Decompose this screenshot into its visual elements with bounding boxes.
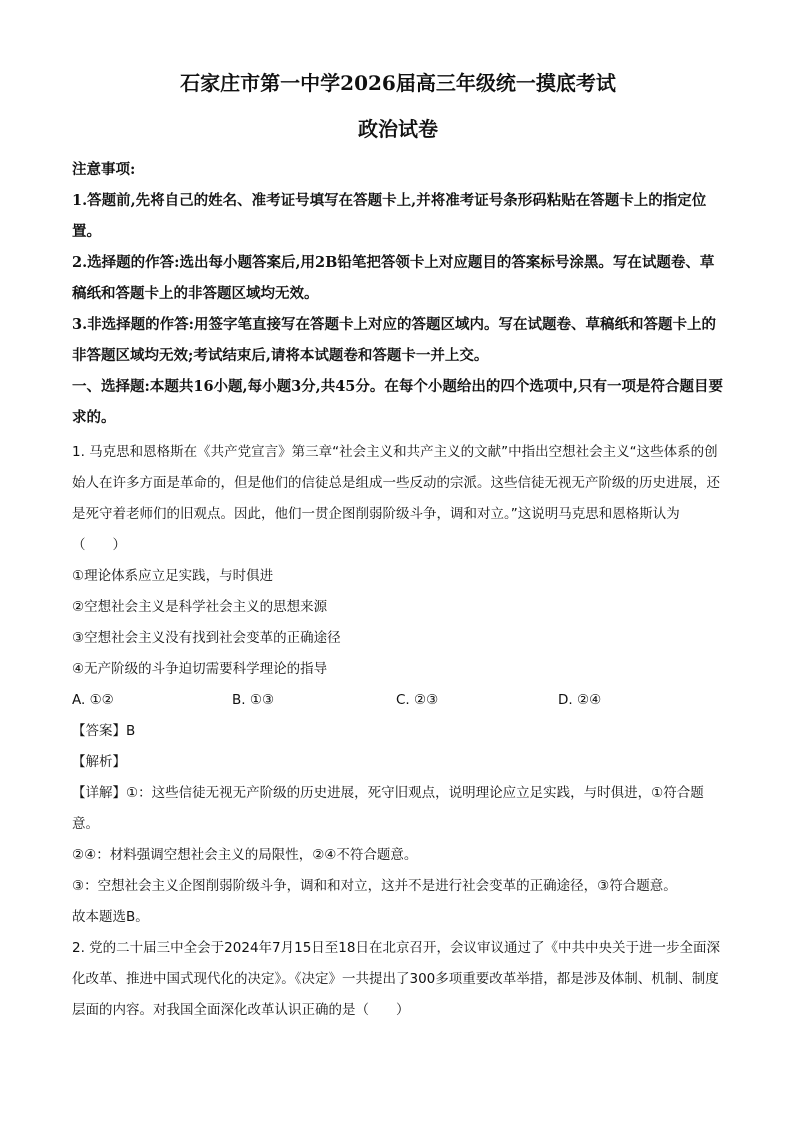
notice-item-1: 1.答题前,先将自己的姓名、准考证号填写在答题卡上,并将准考证号条形码粘贴在答题卡上的指定位置。 <box>72 192 707 240</box>
answer-value: B <box>126 723 136 739</box>
exam-title: 石家庄市第一中学2026届高三年级统一摸底考试 <box>180 71 616 95</box>
question-1-statement-2: ②空想社会主义是科学社会主义的思想来源 <box>72 599 328 615</box>
question-1-statement-4: ④无产阶级的斗争迫切需要科学理论的指导 <box>72 661 328 677</box>
detail-tag: 【详解】 <box>72 785 126 801</box>
analysis-2: ②④：材料强调空想社会主义的局限性，②④不符合题意。 <box>72 847 418 863</box>
answer-line <box>72 716 724 747</box>
option-d: D. ②④ <box>558 692 602 708</box>
analysis-1 <box>72 778 724 840</box>
question-1-options <box>72 685 724 716</box>
question-1-statement-1: ①理论体系应立足实践，与时俱进 <box>72 568 274 584</box>
option-c: C. ②③ <box>396 692 439 708</box>
section-title: 一、选择题:本题共16小题,每小题3分,共45分。在每个小题给出的四个选项中,只有一项是符合题目要求的。 <box>72 378 723 426</box>
analysis-tag: 【解析】 <box>72 754 126 770</box>
notice-item-3: 3.非选择题的作答:用签字笔直接写在答题卡上对应的答题区域内。写在试题卷、草稿纸和答题卡上的非答题区域均无效;考试结束后,请将本试题卷和答题卡一并上交。 <box>72 316 716 364</box>
exam-page <box>72 70 724 1026</box>
question-1-statement-3: ③空想社会主义没有找到社会变革的正确途径 <box>72 630 341 646</box>
answer-tag: 【答案】 <box>72 723 126 739</box>
analysis-1-text: ①：这些信徒无视无产阶级的历史进展，死守旧观点，说明理论应立足实践，与时俱进，①符合题意。 <box>72 785 704 832</box>
analysis-4: 故本题选B。 <box>72 909 149 925</box>
notice-item-2: 2.选择题的作答:选出每小题答案后,用2B铅笔把答领卡上对应题目的答案标号涂黑。写在试题卷、草稿纸和答题卡上的非答题区域均无效。 <box>72 254 715 302</box>
question-2-stem: 2. 党的二十届三中全会于2024年7月15日至18日在北京召开，会议审议通过了《中共中央关于进一步全面深化改革、推进中国式现代化的决定》。《决定》一共提出了300多项重要改革举措，都是涉及体制、机制、制度层面的内容。对我国全面深化改革认识正确的是（ ） <box>72 940 720 1018</box>
option-b: B. ①③ <box>232 692 275 708</box>
exam-subtitle: 政治试卷 <box>358 117 438 141</box>
notice-heading: 注意事项: <box>72 161 136 178</box>
option-a: A. ①② <box>72 692 114 708</box>
analysis-3: ③：空想社会主义企图削弱阶级斗争，调和和对立，这并不是进行社会变革的正确途径，③符合题意。 <box>72 878 677 894</box>
question-1-stem: 1. 马克思和恩格斯在《共产党宣言》第三章“社会主义和共产主义的文献”中指出空想社会主义“这些体系的创始人在许多方面是革命的，但是他们的信徒总是组成一些反动的宗派。这些信徒无视无产阶级的历史进展，还是死守着老师们的旧观点。因此，他们一贯企图削弱阶级斗争，调和对立。”这说明马克思和恩格斯认为（ ） <box>72 444 720 553</box>
